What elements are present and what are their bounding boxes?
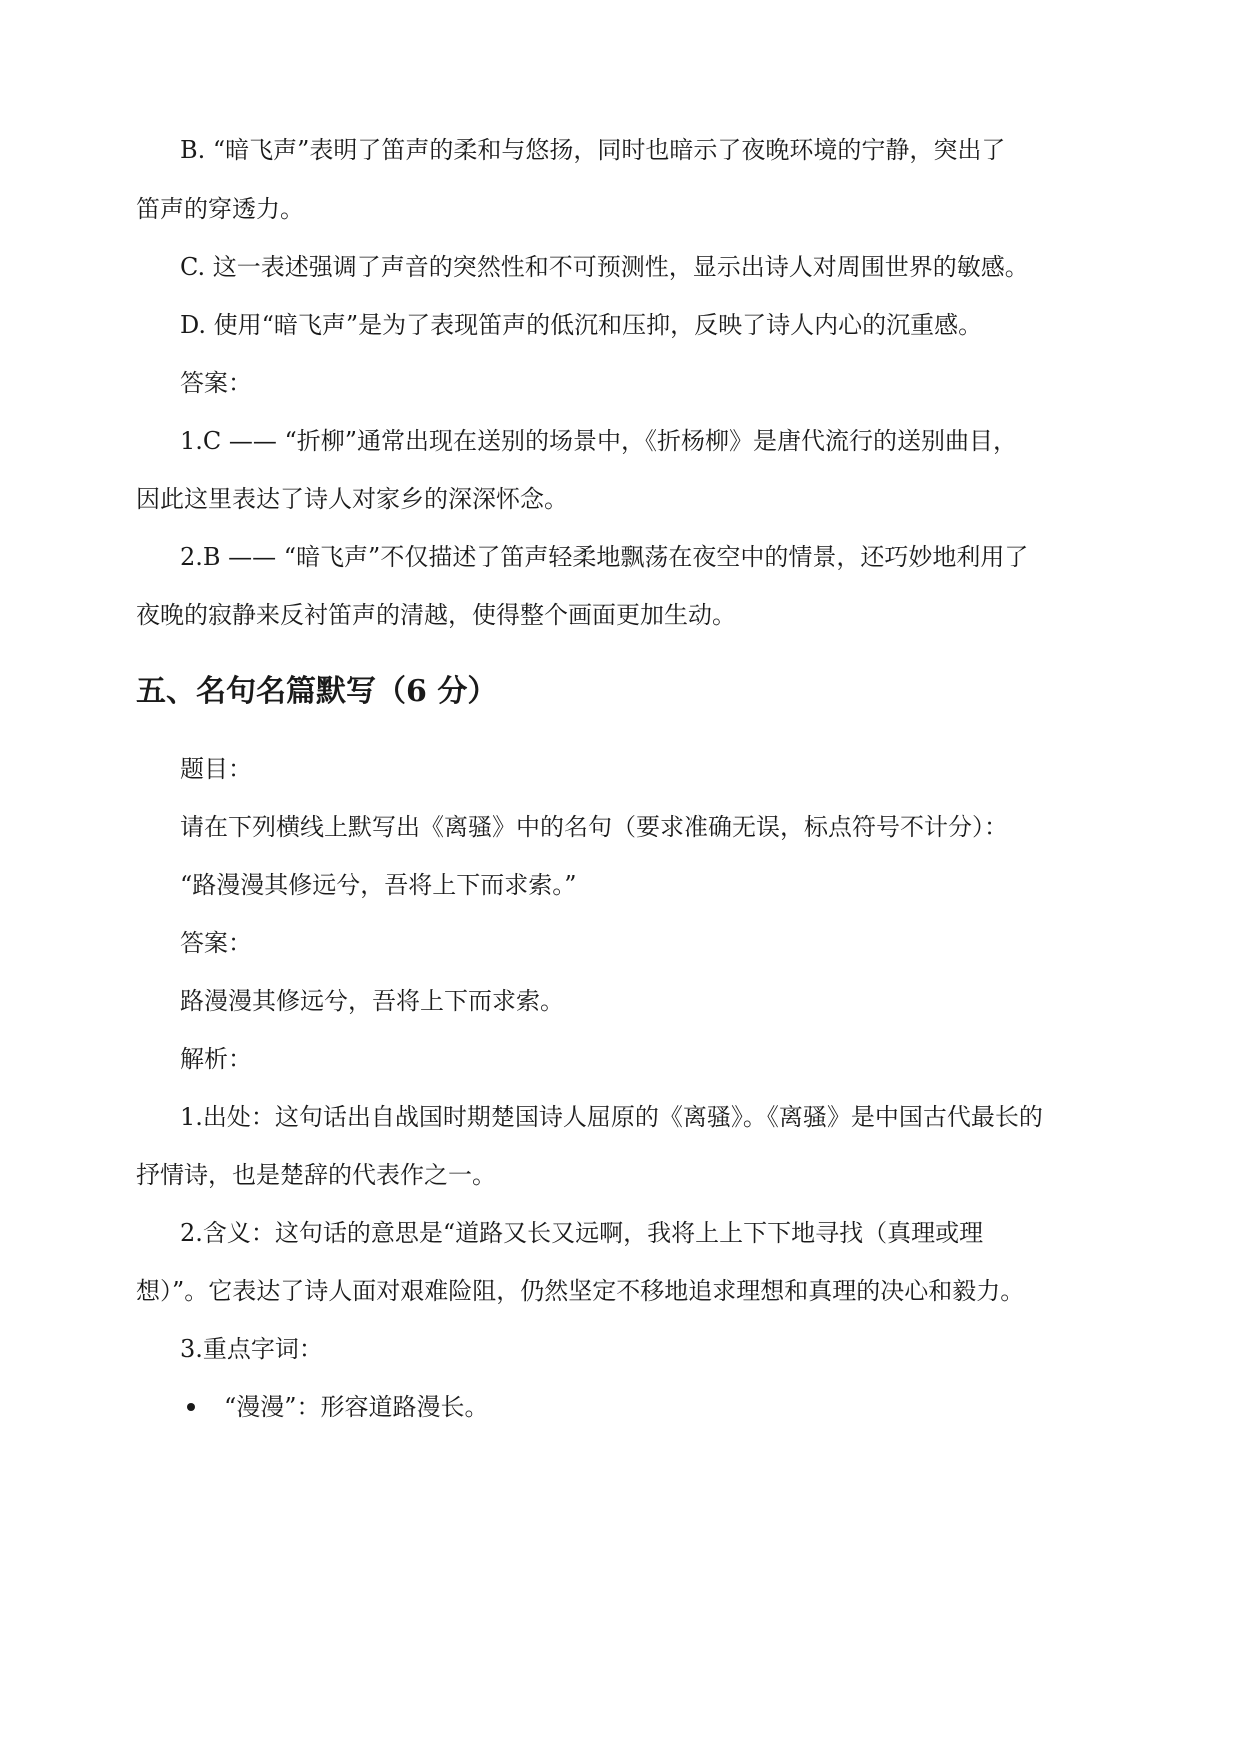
answer-2-line-1: 2.B —— “暗飞声”不仅描述了笛声轻柔地飘荡在夜空中的情景，还巧妙地利用了: [180, 543, 1029, 571]
answer-1-line-1: 1.C —— “折柳”通常出现在送别的场景中，《折杨柳》是唐代流行的送别曲目，: [180, 427, 1018, 455]
option-c-line: C. 这一表述强调了声音的突然性和不可预测性，显示出诗人对周围世界的敏感。: [180, 253, 1029, 281]
option-b-line-2: 笛声的穿透力。: [136, 195, 304, 223]
analysis-label: 解析：: [180, 1045, 252, 1073]
analysis-point-2-line-2: 想）”。它表达了诗人面对艰难险阻，仍然坚定不移地追求理想和真理的决心和毅力。: [136, 1277, 1025, 1305]
answer-2-line-2: 夜晚的寂静来反衬笛声的清越，使得整个画面更加生动。: [136, 601, 736, 629]
option-b-line-1: B. “暗飞声”表明了笛声的柔和与悠扬，同时也暗示了夜晚环境的宁静，突出了: [180, 136, 1006, 164]
section-heading: 五、名句名篇默写（6 分）: [136, 674, 498, 709]
answer-text: 路漫漫其修远兮，吾将上下而求索。: [180, 987, 564, 1015]
topic-label: 题目：: [180, 755, 252, 783]
analysis-point-1-line-1: 1.出处：这句话出自战国时期楚国诗人屈原的《离骚》。《离骚》是中国古代最长的: [180, 1103, 1043, 1131]
quote-text: “路漫漫其修远兮，吾将上下而求索。”: [180, 871, 577, 899]
analysis-point-2-line-1: 2.含义：这句话的意思是“道路又长又远啊，我将上上下下地寻找（真理或理: [180, 1219, 984, 1247]
analysis-point-1-line-2: 抒情诗，也是楚辞的代表作之一。: [136, 1161, 496, 1189]
answer-label-2: 答案：: [180, 929, 252, 957]
bullet-item-1: “漫漫”：形容道路漫长。: [224, 1393, 489, 1421]
analysis-point-3: 3.重点字词：: [180, 1335, 323, 1363]
answer-label: 答案：: [180, 369, 252, 397]
answer-1-line-2: 因此这里表达了诗人对家乡的深深怀念。: [136, 485, 568, 513]
option-d-line: D. 使用“暗飞声”是为了表现笛声的低沉和压抑，反映了诗人内心的沉重感。: [180, 311, 983, 339]
topic-text: 请在下列横线上默写出《离骚》中的名句（要求准确无误，标点符号不计分）：: [180, 813, 1008, 841]
bullet-icon: [187, 1403, 195, 1411]
